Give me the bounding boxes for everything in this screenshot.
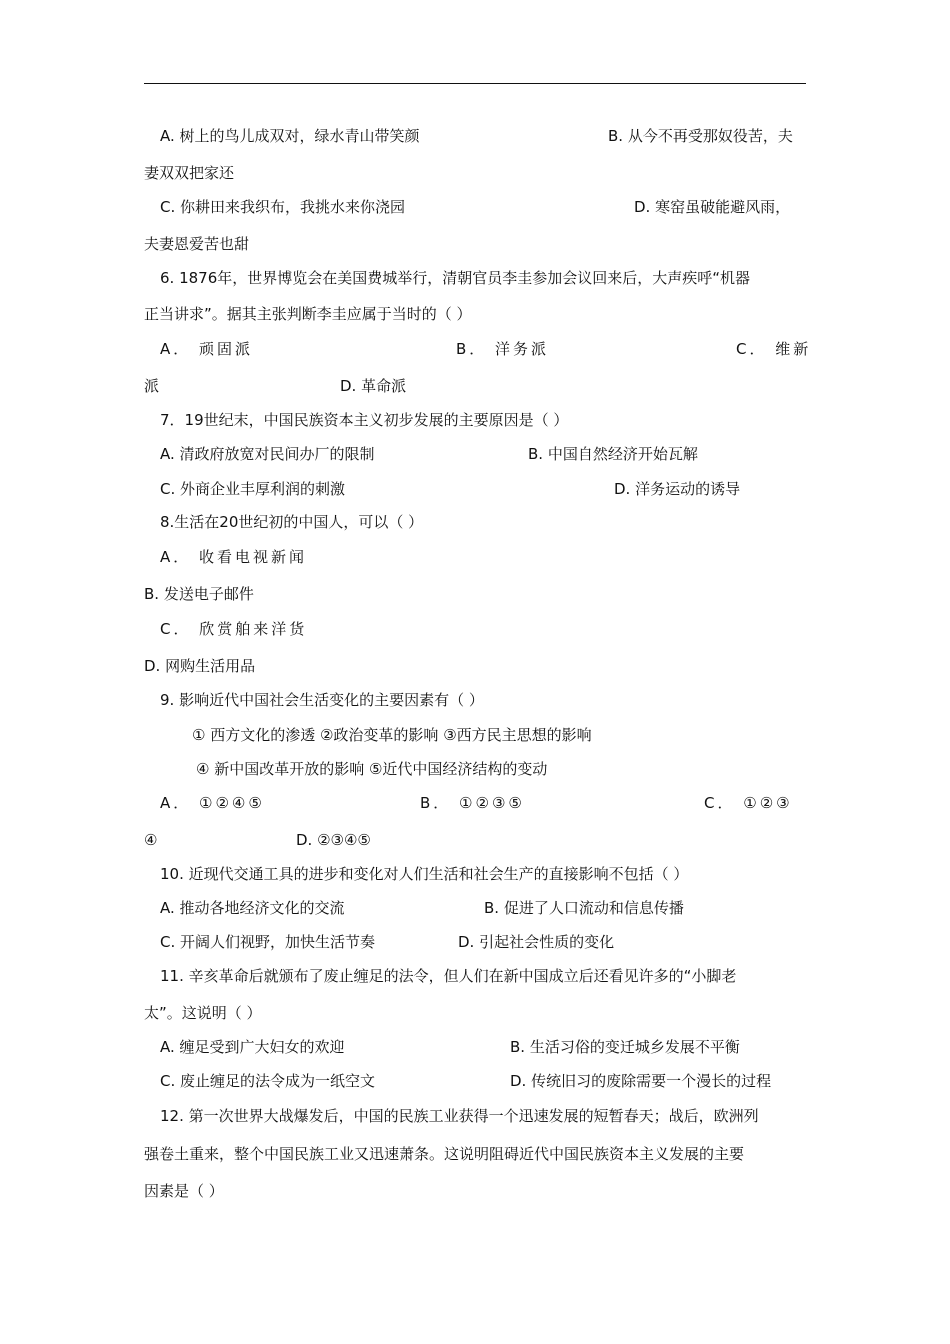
header-rule: [144, 83, 806, 84]
q10-option-b: B. 促进了人口流动和信息传播: [484, 899, 684, 917]
q9-factors-line-2: ④ 新中国改革开放的影响 ⑤近代中国经济结构的变动: [196, 760, 548, 778]
q11-option-a: A. 缠足受到广大妇女的欢迎: [160, 1038, 345, 1056]
q6-stem-cont: 正当讲求”。据其主张判断李圭应属于当时的（ ）: [144, 305, 472, 323]
q11-option-b: B. 生活习俗的变迁城乡发展不平衡: [510, 1038, 740, 1056]
q7-option-a: A. 清政府放宽对民间办厂的限制: [160, 445, 375, 463]
q10-option-d: D. 引起社会性质的变化: [458, 933, 615, 951]
q6-option-b: B． 洋务派: [456, 340, 550, 358]
q9-option-b: B． ①②③⑤: [420, 794, 525, 812]
q6-option-c: C． 维新: [736, 340, 812, 358]
q6-option-d: D. 革命派: [340, 377, 407, 395]
q7-option-d: D. 洋务运动的诱导: [614, 480, 741, 498]
q5-option-c: C. 你耕田来我织布，我挑水来你浇园: [160, 198, 406, 216]
q11-option-c: C. 废止缠足的法令成为一纸空文: [160, 1072, 376, 1090]
q6-stem: 6. 1876年，世界博览会在美国费城举行，清朝官员李圭参加会议回来后，大声疾呼“机器: [160, 269, 751, 287]
q5-option-b-cont: 妻双双把家还: [144, 164, 235, 182]
q7-option-b: B. 中国自然经济开始瓦解: [528, 445, 698, 463]
q5-option-a: A. 树上的鸟儿成双对，绿水青山带笑颜: [160, 127, 420, 145]
q11-option-d: D. 传统旧习的废除需要一个漫长的过程: [510, 1072, 772, 1090]
q9-option-c: C． ①②③: [704, 794, 793, 812]
q8-option-a: A． 收看电视新闻: [160, 548, 308, 566]
q10-option-c: C. 开阔人们视野，加快生活节奏: [160, 933, 376, 951]
q9-option-a: A． ①②④⑤: [160, 794, 265, 812]
q9-option-d: D. ②③④⑤: [296, 831, 371, 849]
q5-option-b: B. 从今不再受那奴役苦，夫: [608, 127, 793, 145]
q8-option-b: B. 发送电子邮件: [144, 585, 254, 603]
q5-option-d: D. 寒窑虽破能避风雨，: [634, 198, 791, 216]
q12-stem-cont-2: 因素是（ ）: [144, 1182, 224, 1200]
q8-option-c: C． 欣赏舶来洋货: [160, 620, 308, 638]
q7-option-c: C. 外商企业丰厚利润的刺激: [160, 480, 346, 498]
q9-option-c-cont: ④: [144, 831, 158, 849]
q11-stem-cont: 太”。这说明（ ）: [144, 1004, 262, 1022]
q10-option-a: A. 推动各地经济文化的交流: [160, 899, 345, 917]
q8-option-d: D. 网购生活用品: [144, 657, 256, 675]
q12-stem-cont-1: 强卷土重来，整个中国民族工业又迅速萧条。这说明阻碍近代中国民族资本主义发展的主要: [144, 1145, 745, 1163]
q5-option-d-cont: 夫妻恩爱苦也甜: [144, 235, 250, 253]
q6-option-a: A． 顽固派: [160, 340, 254, 358]
q10-stem: 10. 近现代交通工具的进步和变化对人们生活和社会生产的直接影响不包括（ ）: [160, 865, 689, 883]
q6-option-c-cont: 派: [144, 377, 160, 395]
q9-factors-line-1: ① 西方文化的渗透 ②政治变革的影响 ③西方民主思想的影响: [192, 726, 592, 744]
q8-stem: 8.生活在20世纪初的中国人，可以（ ）: [160, 513, 424, 531]
q11-stem: 11. 辛亥革命后就颁布了废止缠足的法令，但人们在新中国成立后还看见许多的“小脚老: [160, 967, 737, 985]
q7-stem: 7．19世纪末，中国民族资本主义初步发展的主要原因是（ ）: [160, 411, 569, 429]
q12-stem: 12. 第一次世界大战爆发后，中国的民族工业获得一个迅速发展的短暂春天；战后，欧洲列: [160, 1107, 759, 1125]
q9-stem: 9. 影响近代中国社会生活变化的主要因素有（ ）: [160, 691, 484, 709]
